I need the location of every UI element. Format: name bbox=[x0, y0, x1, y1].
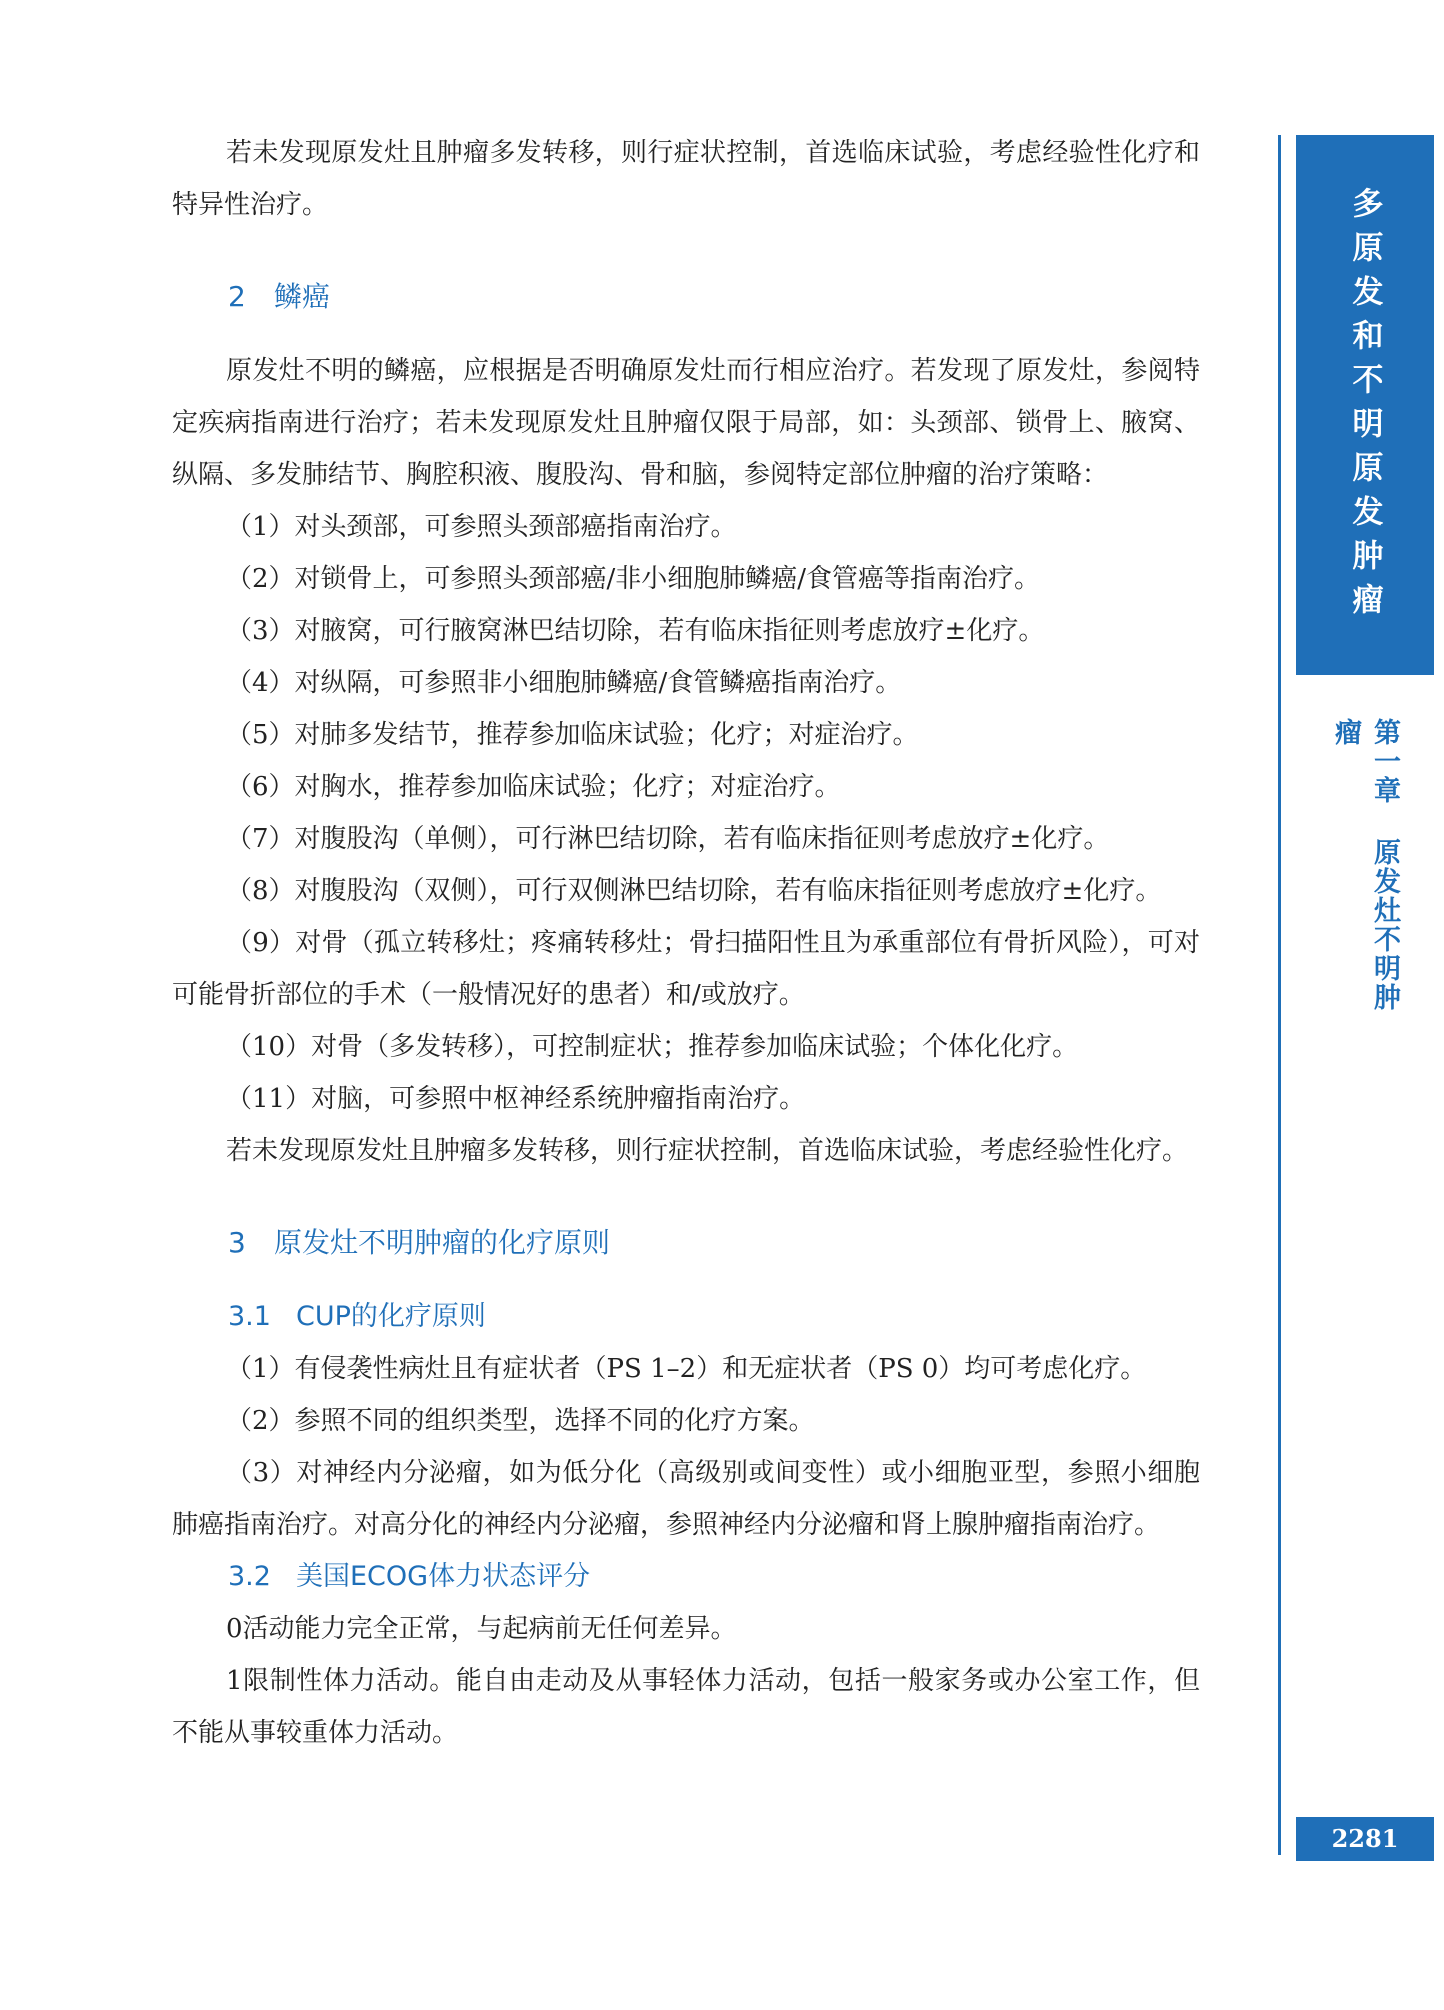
intro-paragraph: 若未发现原发灶且肿瘤多发转移，则行症状控制，首选临床试验，考虑经验性化疗和特异性治疗。 bbox=[172, 138, 1200, 220]
book-title: 多原发和不明原发肿瘤 bbox=[1346, 187, 1383, 627]
section-3-heading bbox=[172, 1217, 1200, 1269]
list-item: 0活动能力完全正常，与起病前无任何差异。 bbox=[226, 1614, 737, 1644]
list-item: （9）对骨（孤立转移灶；疼痛转移灶；骨扫描阳性且为承重部位有骨折风险），可对可能骨折部位的手术（一般情况好的患者）和/或放疗。 bbox=[172, 928, 1200, 1010]
margin-divider bbox=[1278, 135, 1281, 1855]
list-item: （3）对神经内分泌瘤，如为低分化（高级别或间变性）或小细胞亚型，参照小细胞肺癌指南治疗。对高分化的神经内分泌瘤，参照神经内分泌瘤和肾上腺肿瘤指南治疗。 bbox=[172, 1458, 1200, 1540]
list-item: （8）对腹股沟（双侧），可行双侧淋巴结切除，若有临床指征则考虑放疗±化疗。 bbox=[226, 876, 1162, 906]
subsection-title: 美国ECOG体力状态评分 bbox=[296, 1561, 591, 1592]
section-2-heading bbox=[172, 271, 1200, 323]
subsection-3-2-heading bbox=[172, 1551, 1200, 1603]
main-content bbox=[172, 127, 1200, 1759]
list-item: （4）对纵隔，可参照非小细胞肺鳞癌/食管鳞癌指南治疗。 bbox=[226, 668, 902, 698]
section-number: 3 bbox=[228, 1226, 246, 1259]
list-item: （7）对腹股沟（单侧），可行淋巴结切除，若有临床指征则考虑放疗±化疗。 bbox=[226, 824, 1110, 854]
list-item: （5）对肺多发结节，推荐参加临床试验；化疗；对症治疗。 bbox=[226, 720, 919, 750]
chapter-title: 第一章 原发灶不明肿瘤 bbox=[1330, 718, 1400, 1012]
list-item: （10）对骨（多发转移），可控制症状；推荐参加临床试验；个体化化疗。 bbox=[226, 1032, 1079, 1062]
list-item: （6）对胸水，推荐参加临床试验；化疗；对症治疗。 bbox=[226, 772, 841, 802]
chapter-tab bbox=[1296, 718, 1434, 1018]
section-number: 2 bbox=[228, 280, 246, 313]
section-2-paragraph: 原发灶不明的鳞癌，应根据是否明确原发灶而行相应治疗。若发现了原发灶，参阅特定疾病指南进行治疗；若未发现原发灶且肿瘤仅限于局部，如：头颈部、锁骨上、腋窝、纵隔、多发肺结节、胸腔积液、腹股沟、骨和脑，参阅特定部位肿瘤的治疗策略： bbox=[172, 356, 1200, 490]
list-item: （1）对头颈部，可参照头颈部癌指南治疗。 bbox=[226, 512, 737, 542]
list-item: （2）对锁骨上，可参照头颈部癌/非小细胞肺鳞癌/食管癌等指南治疗。 bbox=[226, 564, 1041, 594]
subsection-3-1-heading bbox=[172, 1291, 1200, 1343]
list-item: （11）对脑，可参照中枢神经系统肿瘤指南治疗。 bbox=[226, 1084, 806, 1114]
section-title: 鳞癌 bbox=[274, 280, 331, 313]
list-item: （1）有侵袭性病灶且有症状者（PS 1–2）和无症状者（PS 0）均可考虑化疗。 bbox=[226, 1354, 1147, 1384]
list-item: （3）对腋窝，可行腋窝淋巴结切除，若有临床指征则考虑放疗±化疗。 bbox=[226, 616, 1045, 646]
subsection-number: 3.2 bbox=[228, 1561, 271, 1592]
subsection-number: 3.1 bbox=[228, 1301, 271, 1332]
section-2-closing: 若未发现原发灶且肿瘤多发转移，则行症状控制，首选临床试验，考虑经验性化疗。 bbox=[226, 1136, 1189, 1166]
list-item: （2）参照不同的组织类型，选择不同的化疗方案。 bbox=[226, 1406, 815, 1436]
section-title: 原发灶不明肿瘤的化疗原则 bbox=[274, 1226, 611, 1259]
page-number: 2281 bbox=[1296, 1817, 1434, 1861]
book-title-tab bbox=[1296, 135, 1434, 675]
subsection-title: CUP的化疗原则 bbox=[296, 1301, 486, 1332]
list-item: 1限制性体力活动。能自由走动及从事轻体力活动，包括一般家务或办公室工作，但不能从事较重体力活动。 bbox=[172, 1666, 1200, 1748]
